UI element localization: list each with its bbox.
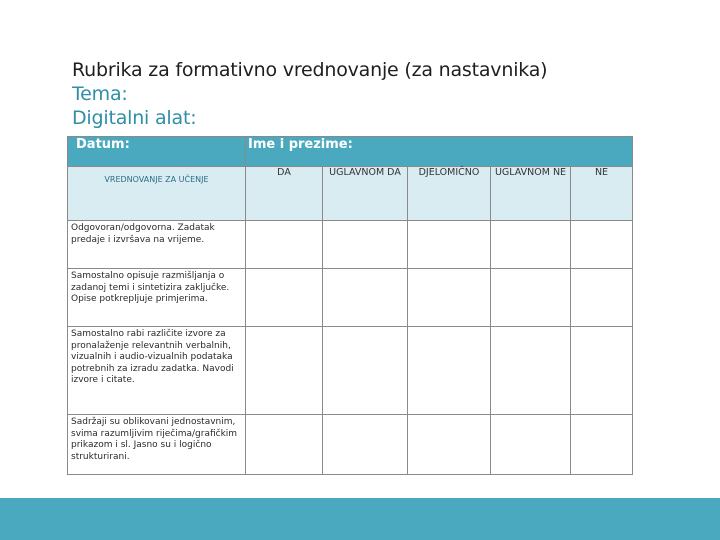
rating-cell[interactable] [408, 327, 491, 415]
rating-cell[interactable] [491, 269, 571, 327]
criterion-row [68, 269, 633, 327]
rating-cell[interactable] [408, 269, 491, 327]
header-row [68, 137, 633, 167]
criterion-text: Samostalno opisuje razmišljanja o zadanoj temi i sintetizira zaključke. Opise potkrepljuje primjerima. [68, 269, 246, 327]
criterion-row [68, 221, 633, 269]
title-block [72, 58, 547, 130]
criterion-text: Samostalno rabi različite izvore za pronalaženje relevantnih verbalnih, vizualnih i audio-vizualnih podataka potrebnih za izradu zadatka. Navodi izvore i citate. [68, 327, 246, 415]
col-uglavnom-ne: UGLAVNOM NE [491, 167, 571, 221]
rating-cell[interactable] [323, 269, 408, 327]
page-title: Rubrika za formativno vrednovanje (za nastavnika) [72, 59, 548, 81]
rating-cell[interactable] [491, 327, 571, 415]
rating-cell[interactable] [246, 269, 323, 327]
rubric-table [67, 136, 633, 475]
rating-cell[interactable] [323, 327, 408, 415]
rating-cell[interactable] [571, 327, 633, 415]
col-djelomicno: DJELOMIČNO [408, 167, 491, 221]
criterion-row [68, 327, 633, 415]
ime-prezime-cell: Ime i prezime: [246, 137, 633, 167]
rating-cell[interactable] [246, 221, 323, 269]
vrednovanje-label: VREDNOVANJE ZA UČENJE [68, 167, 246, 221]
rating-cell[interactable] [323, 415, 408, 475]
rating-cell[interactable] [246, 415, 323, 475]
rating-cell[interactable] [246, 327, 323, 415]
criterion-row [68, 415, 633, 475]
rating-cell[interactable] [571, 415, 633, 475]
criterion-text: Odgovoran/odgovorna. Zadatak predaje i izvršava na vrijeme. [68, 221, 246, 269]
rating-cell[interactable] [571, 221, 633, 269]
col-ne: NE [571, 167, 633, 221]
rating-cell[interactable] [408, 415, 491, 475]
rating-cell[interactable] [491, 221, 571, 269]
digitalni-alat-label: Digitalni alat: [72, 107, 197, 129]
rating-cell[interactable] [491, 415, 571, 475]
rating-cell[interactable] [408, 221, 491, 269]
col-da: DA [246, 167, 323, 221]
rating-cell[interactable] [571, 269, 633, 327]
criterion-text: Sadržaji su oblikovani jednostavnim, svima razumljivim riječima/grafičkim prikazom i sl. Jasno su i logično strukturirani. [68, 415, 246, 475]
rating-cell[interactable] [323, 221, 408, 269]
column-header-row [68, 167, 633, 221]
footer-bar [0, 498, 720, 540]
datum-cell: Datum: [68, 137, 246, 167]
tema-label: Tema: [72, 83, 128, 105]
col-uglavnom-da: UGLAVNOM DA [323, 167, 408, 221]
